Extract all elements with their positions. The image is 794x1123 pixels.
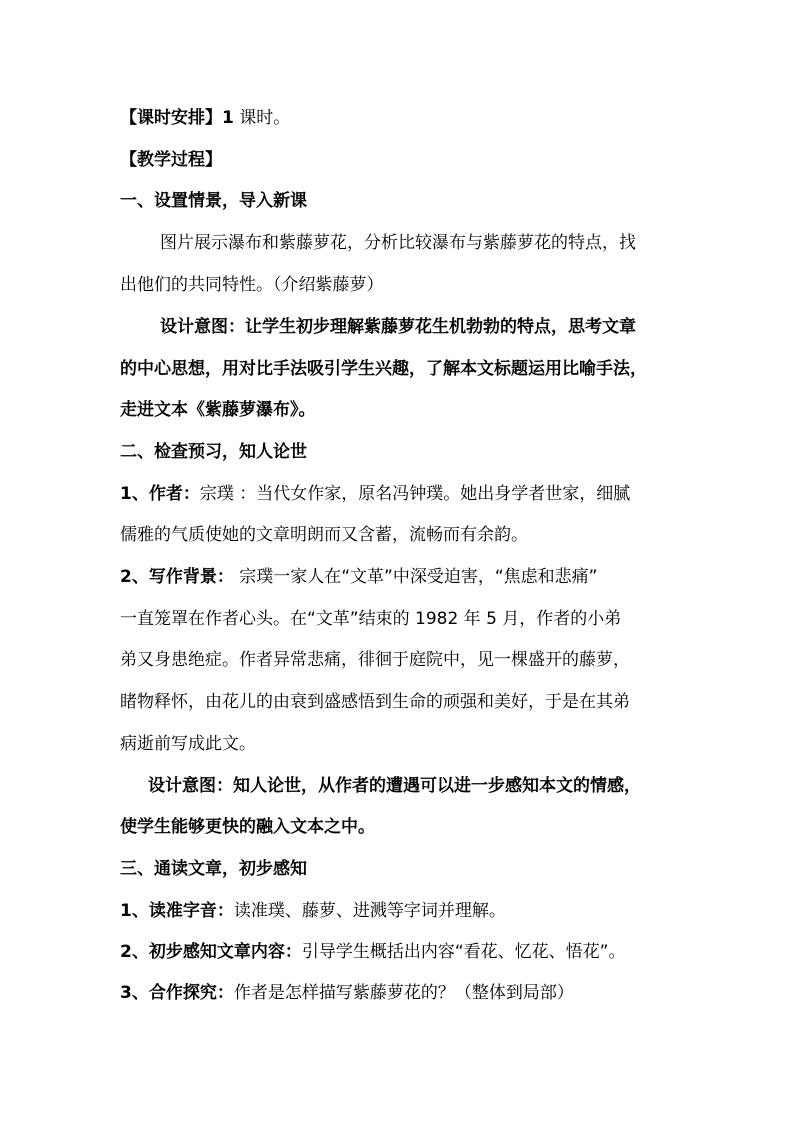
section-1-heading: 一、设置情景，导入新课	[120, 191, 307, 211]
author-label: 1、作者：	[120, 484, 200, 504]
section-1-paragraph-line-2: 出他们的共同特性。（介绍紫藤萝）	[120, 275, 384, 295]
background-line-4: 睹物释怀，由花儿的由衰到盛感悟到生命的顽强和美好，于是在其弟	[120, 692, 630, 712]
background-label: 2、写作背景：	[120, 567, 234, 587]
section-3-item-3	[120, 981, 680, 1005]
item-2-label: 2、初步感知文章内容：	[120, 942, 302, 962]
section-2-design-line-2: 使学生能够更快的融入文本之中。	[120, 817, 375, 837]
item-1-text: 读准璞、藤萝、进溅等字词并理解。	[233, 901, 506, 921]
item-2-text: 引导学生概括出内容“看花、忆花、悟花”。	[301, 942, 626, 962]
schedule-line	[120, 106, 680, 130]
item-3-text: 作者是怎样描写紫藤萝花的？（整体到局部）	[233, 983, 574, 1003]
section-2-design-line-1: 设计意图：知人论世，从作者的遭遇可以进一步感知本文的情感，	[148, 776, 641, 796]
process-heading: 【教学过程】	[120, 150, 222, 170]
schedule-number: 1	[222, 108, 234, 128]
section-1-design-line-1: 设计意图：让学生初步理解紫藤萝花生机勃勃的特点，思考文章	[160, 317, 636, 337]
background-line-2: 一直笼罩在作者心头。在“文革”结束的 1982 年 5 月，作者的小弟	[120, 609, 622, 629]
section-1-design-line-2: 的中心思想，用对比手法吸引学生兴趣，了解本文标题运用比喻手法，	[120, 359, 647, 379]
section-3-item-1	[120, 899, 680, 923]
item-1-label: 1、读准字音：	[120, 901, 234, 921]
section-1-paragraph-line-1: 图片展示瀑布和紫藤萝花，分析比较瀑布与紫藤萝花的特点，找	[160, 233, 636, 253]
author-text: 宗璞 ：当代女作家，原名冯钟璞。她出身学者世家，细腻	[199, 484, 631, 504]
schedule-label: 【课时安排】	[120, 108, 222, 128]
item-3-label: 3、合作探究：	[120, 983, 234, 1003]
background-line-3: 弟又身患绝症。作者异常悲痛，徘徊于庭院中，见一棵盛开的藤萝，	[120, 650, 630, 670]
section-1-design-line-3: 走进文本《紫藤萝瀑布》。	[120, 400, 316, 420]
background-line-5: 病逝前写成此文。	[120, 734, 256, 754]
section-3-heading: 三、通读文章，初步感知	[120, 859, 307, 879]
schedule-text: 课时。	[233, 108, 291, 128]
author-line-1	[120, 482, 680, 506]
section-3-item-2	[120, 940, 680, 964]
section-2-heading: 二、检查预习，知人论世	[120, 442, 307, 462]
background-text: 宗璞一家人在“文革”中深受迫害，“焦虑和悲痛”	[233, 567, 598, 587]
background-line-1	[120, 565, 680, 589]
author-line-2: 儒雅的气质使她的文章明朗而又含蓄，流畅而有余韵。	[120, 525, 528, 545]
